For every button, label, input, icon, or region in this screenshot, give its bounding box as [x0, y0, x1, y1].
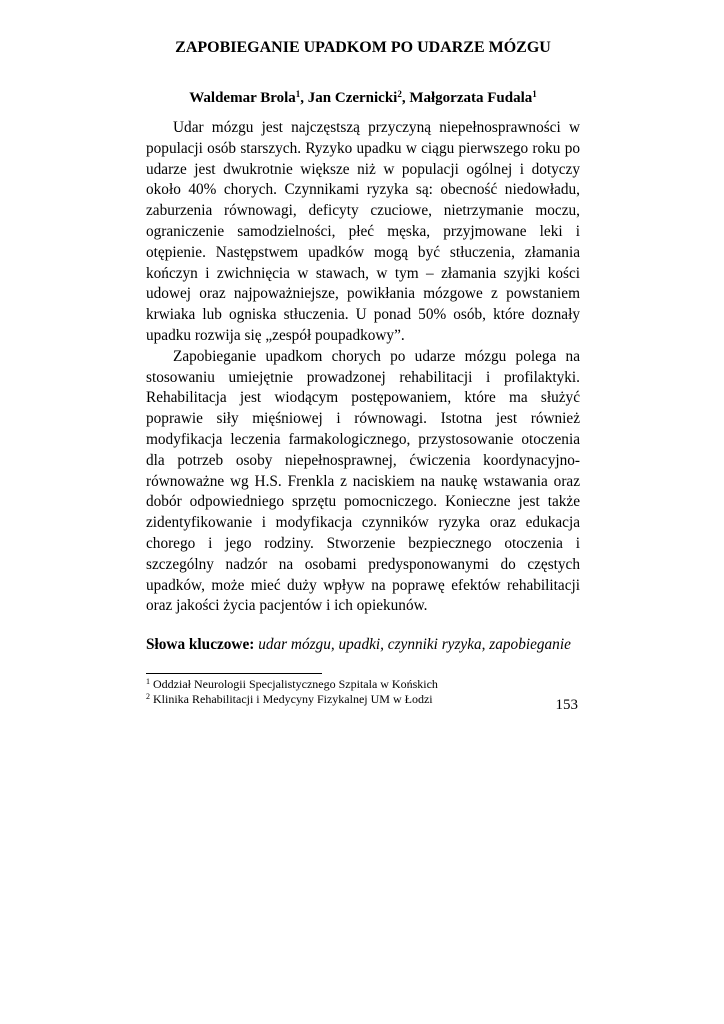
author	[308, 90, 410, 106]
author-separator: ,	[300, 90, 308, 106]
abstract-paragraph: Zapobieganie upadkom chorych po udarze mózgu polega na stosowaniu umiejętnie prowadzonej rehabilitacji i profilaktyki. Rehabilitacja jest wiodącym postępowaniem, które ma służyć poprawie siły mięśniowej i równowagi. Istotna jest również modyfikacja leczenia farmakologicznego, przystosowanie otoczenia dla potrzeb osoby niepełnosprawnej, ćwiczenia koordynacyjno-równoważne wg H.S. Frenkla z naciskiem na naukę wstawania oraz dobór odpowiedniego sprzętu pomocniczego. Konieczne jest także zidentyfikowanie i modyfikacja czynników ryzyka oraz edukacja chorego i jego rodziny. Stworzenie bezpiecznego otoczenia i szczególny nadzór na osobami predysponowanymi do częstych upadków, może mieć duży wpływ na poprawę efektów rehabilitacji oraz jakości życia pacjentów i ich opiekunów.	[146, 347, 580, 615]
keywords-label: Słowa kluczowe:	[146, 636, 255, 654]
author-line	[146, 88, 580, 108]
abstract	[146, 118, 580, 617]
author-name: Waldemar Brola	[189, 90, 296, 106]
author-name: Jan Czernicki	[307, 90, 398, 106]
affiliation-mark: 2	[397, 89, 402, 99]
page-number: 153	[555, 697, 578, 713]
footnote-mark: 2	[146, 691, 150, 701]
abstract-paragraph: Udar mózgu jest najczęstszą przyczyną niepełnosprawności w populacji osób starszych. Ryzyko upadku w ciągu pierwszego roku po udarze jest dwukrotnie większe niż w populacji ogólnej i dotyczy około 40% chorych. Czynnikami ryzyka są: obecność niedowładu, zaburzenia równowagi, deficyty czuciowe, nietrzymanie moczu, ograniczenie samodzielności, płeć męska, przyjmowane leki i otępienie. Następstwem upadków mogą być stłuczenia, złamania kończyn i zwichnięcia w stawach, w tym – złamania szyjki kości udowej oraz najpoważniejsze, powikłania mózgowe z powstaniem krwiaka lub ogniska stłuczenia. U ponad 50% osób, które doznały upadku rozwija się „zespół poupadkowy”.	[146, 119, 580, 344]
author	[189, 90, 308, 106]
footnote-text: Oddział Neurologii Specjalistycznego Szpitala w Końskich	[153, 677, 438, 692]
author-separator: ,	[401, 90, 410, 106]
keywords-list: udar mózgu, upadki, czynniki ryzyka, zapobieganie	[258, 636, 571, 654]
footnote-divider	[146, 673, 322, 674]
footnote-mark: 1	[146, 677, 150, 687]
article-page	[146, 38, 580, 706]
article-title: ZAPOBIEGANIE UPADKOM PO UDARZE MÓZGU	[175, 39, 551, 56]
footnote	[146, 677, 580, 692]
author	[409, 90, 536, 106]
affiliation-mark: 1	[295, 89, 301, 99]
keywords	[146, 635, 580, 655]
affiliation-mark: 1	[532, 89, 537, 99]
footnote-text: Klinika Rehabilitacji i Medycyny Fizykalnej UM w Łodzi	[153, 691, 433, 706]
author-name: Małgorzata Fudala	[409, 90, 533, 106]
